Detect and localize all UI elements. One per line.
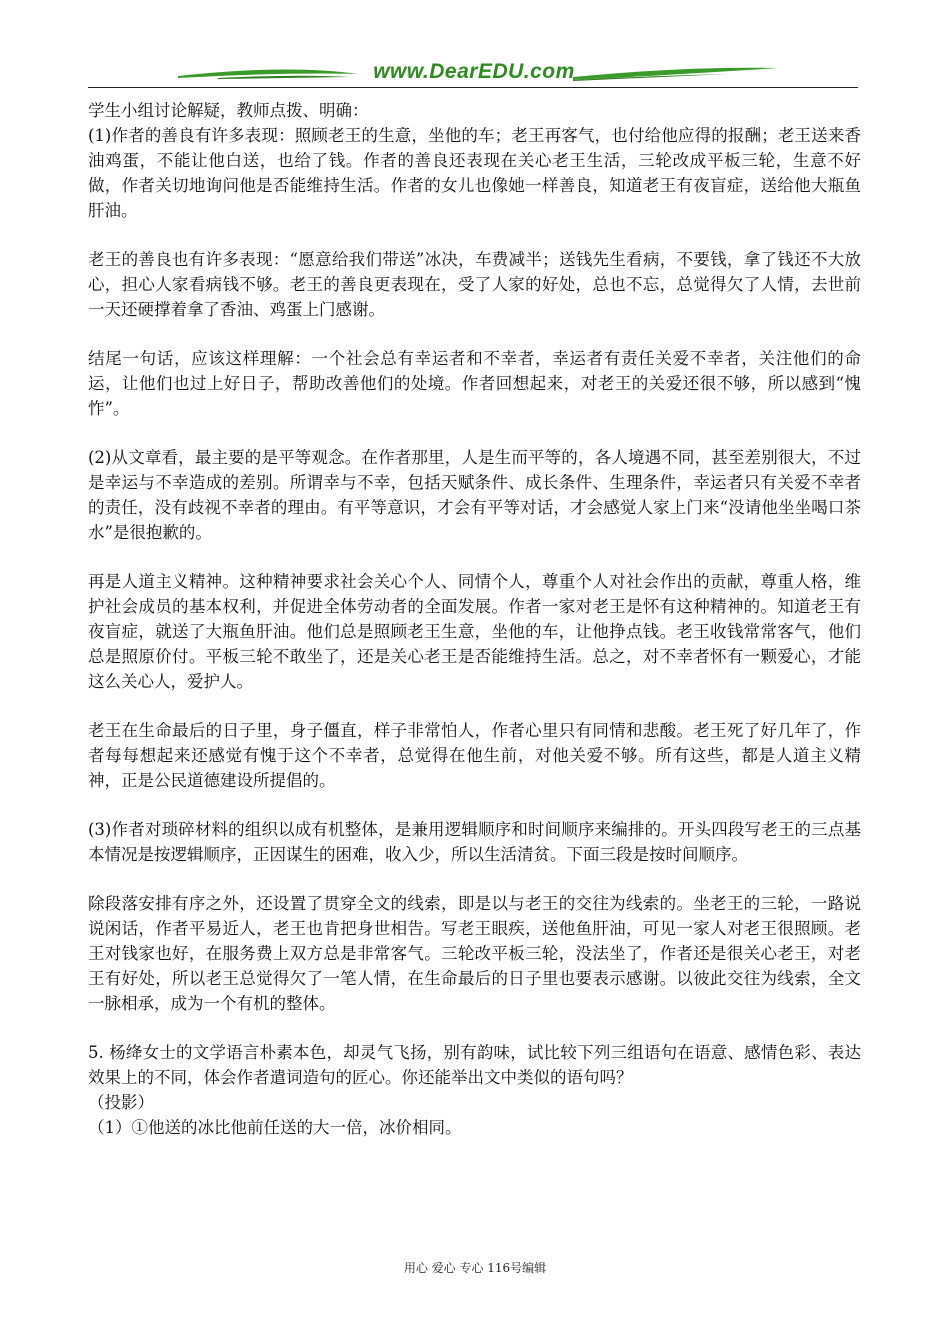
page-footer: 用心 爱心 专心 116号编辑 [403,1261,547,1275]
paragraph-1-author-kindness: (1)作者的善良有许多表现：照顾老王的生意，坐他的车；老王再客气，也付给他应得的报酬；老王送来香油鸡蛋，不能让他白送，也给了钱。作者的善良还表现在关心老王生活，三轮改成平板三轮，生意不好做，作者关切地询问他是否能维持生活。作者的女儿也像她一样善良，知道老王有夜盲症，送给他大瓶鱼肝油。 [88,126,861,220]
paragraph-humanitarianism: 再是人道主义精神。这种精神要求社会关心个人、同情个人，尊重个人对社会作出的贡献，尊重人格，维护社会成员的基本权利，并促进全体劳动者的全面发展。作者一家对老王是怀有这种精神的。知道老王有夜盲症，就送了大瓶鱼肝油。他们总是照顾老王生意，坐他的车，让他挣点钱。老王收钱常常客气，他们总是照原价付。平板三轮不敢坐了，还是关心老王是否能维持生活。总之，对不幸者怀有一颗爱心，才能这么关心人，爱护人。 [88,572,861,691]
site-header [88,52,860,96]
paragraph-intro: 学生小组讨论解疑，教师点拨、明确： [88,101,369,120]
paragraph-laowang-kindness: 老王的善良也有许多表现：“愿意给我们带送”冰决，车费减半；送钱先生看病，不要钱，拿了钱还不大放心，担心人家看病钱不够。老王的善良更表现在，受了人家的好处，总也不忘，总觉得欠了人情，去世前一天还硬撑着拿了香油、鸡蛋上门感谢。 [88,250,861,319]
paragraph-3-structure: (3)作者对琐碎材料的组织以成有机整体，是兼用逻辑顺序和时间顺序来编排的。开头四段写老王的三点基本情况是按逻辑顺序，正因谋生的困难，收入少，所以生活清贫。下面三段是按时间顺序。 [88,820,861,864]
question-5: 5. 杨绛女士的文学语言朴素本色，却灵气飞扬，别有韵味，试比较下列三组语句在语意、感情色彩、表达效果上的不同，体会作者遣词造句的匠心。你还能举出文中类似的语句吗？ [88,1043,861,1087]
example-sentence-1: （1）①他送的冰比他前任送的大一倍，冰价相同。 [88,1118,462,1137]
projection-note: （投影） [88,1093,154,1112]
paragraph-2-equality: (2)从文章看，最主要的是平等观念。在作者那里，人是生而平等的，各人境遇不同，甚至差别很大，不过是幸运与不幸造成的差别。所谓幸与不幸，包括天赋条件、成长条件、生理条件，幸运者只有关爱不幸者的责任，没有歧视不幸者的理由。有平等意识，才会有平等对话，才会感觉人家上门来“没请他坐坐喝口茶水”是很抱歉的。 [88,448,861,542]
header-divider [88,87,858,88]
paragraph-thread: 除段落安排有序之外，还设置了贯穿全文的线索，即是以与老王的交往为线索的。坐老王的三轮，一路说说闲话，作者平易近人，老王也肯把身世相告。写老王眼疾，送他鱼肝油，可见一家人对老王很照顾。老王对钱家也好，在服务费上双方总是非常客气。三轮改平板三轮，没法坐了，作者还是很关心老王，对老王有好处，所以老王总觉得欠了一笔人情，在生命最后的日子里也要表示感谢。以彼此交往为线索，全文一脉相承，成为一个有机的整体。 [88,894,861,1013]
paragraph-last-days: 老王在生命最后的日子里，身子僵直，样子非常怕人，作者心里只有同情和悲酸。老王死了好几年了，作者每每想起来还感觉有愧于这个不幸者，总觉得在他生前，对他关爱不够。所有这些，都是人道主义精神，正是公民道德建设所提倡的。 [88,721,861,790]
site-logo-text: www.DearEDU.com [373,60,575,83]
paragraph-ending-interpretation: 结尾一句话，应该这样理解：一个社会总有幸运者和不幸者，幸运者有责任关爱不幸者，关注他们的命运，让他们也过上好日子，帮助改善他们的处境。作者回想起来，对老王的关爱还很不够，所以感到“愧怍”。 [88,349,861,418]
document-body [88,98,861,1140]
